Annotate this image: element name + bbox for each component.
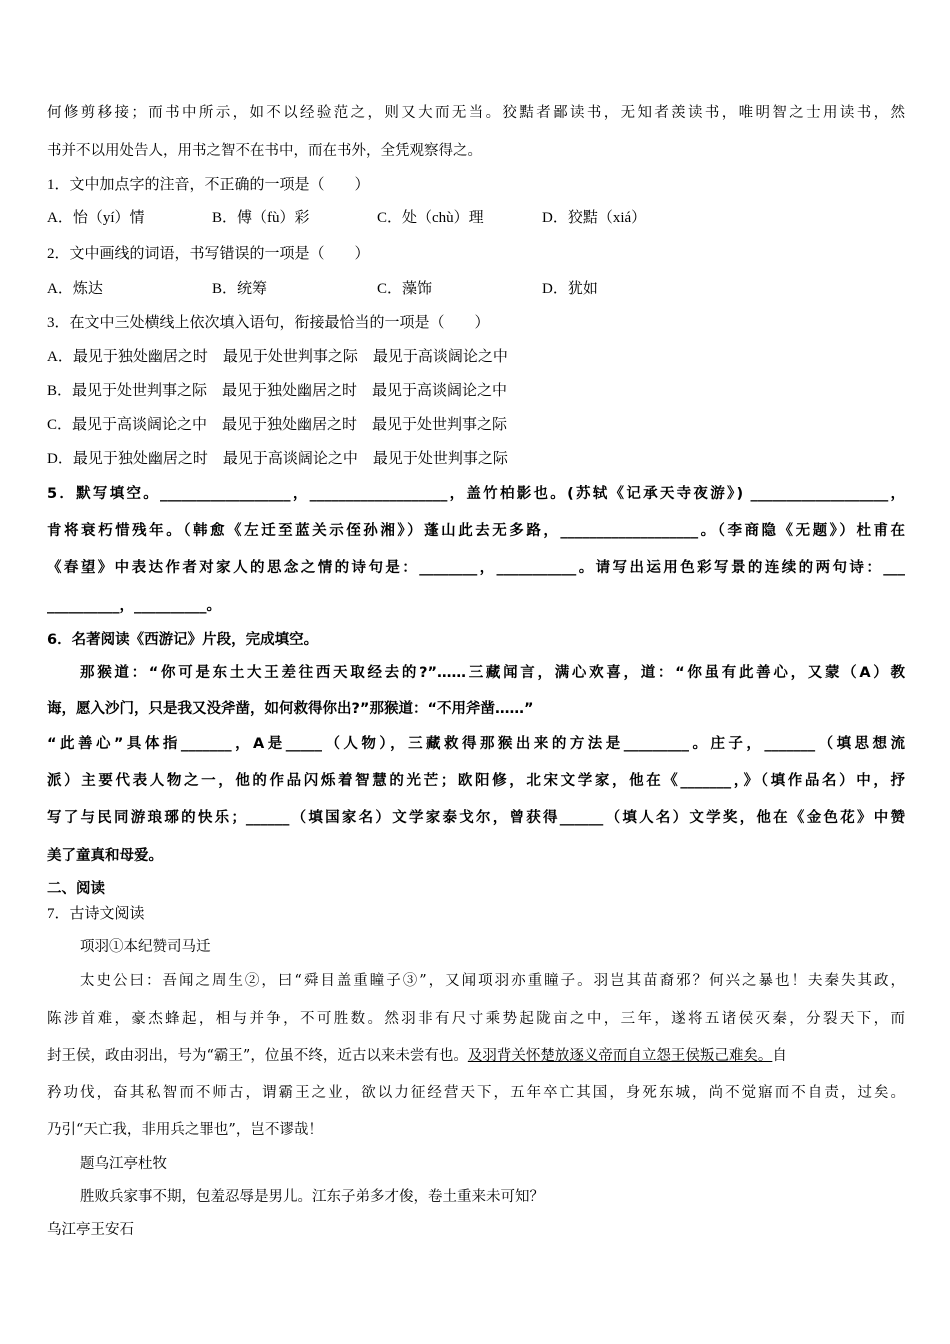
q7-heading-3: 乌江亭王安石 bbox=[47, 1222, 134, 1238]
q7-para-line-3 bbox=[47, 1044, 787, 1065]
q5-line-4: __________，__________。 bbox=[47, 598, 221, 614]
q1-stem: 1．文中加点字的注音，不正确的一项是（ ） bbox=[47, 177, 370, 193]
q5-line-1: 5．默写填空。__________________，___________________，盖竹柏影也。(苏轼《记承天寺夜游》) ___________________， bbox=[47, 486, 905, 502]
q6-body-line-1: “此善心”具体指_______，A是_____（人物），三藏救得那猴出来的方法是_________。庄子，_______（填思想流 bbox=[47, 736, 905, 752]
q7-title: 7．古诗文阅读 bbox=[47, 906, 145, 922]
q6-title: 6．名著阅读《西游记》片段，完成填空。 bbox=[47, 632, 319, 648]
q1-option-a: A．怡（yí）情 bbox=[47, 210, 145, 226]
q7-para-line-3-tail: 自 bbox=[772, 1048, 787, 1064]
q6-body-line-4: 美了童真和母爱。 bbox=[47, 848, 163, 864]
q3-option-d: D．最见于独处幽居之时 最见于高谈阔论之中 最见于处世判事之际 bbox=[47, 451, 508, 467]
q7-para-line-5: 乃引“天亡我，非用兵之罪也”，岂不谬哉！ bbox=[47, 1122, 323, 1138]
q5-line-3: 《春望》中表达作者对家人的思念之情的诗句是：________，___________。请写出运用色彩写景的连续的两句诗：___ bbox=[47, 560, 905, 576]
q7-para-line-1: 太史公曰：吾闻之周生②，曰“舜目盖重瞳子③”，又闻项羽亦重瞳子。羽岂其苗裔邪？何兴之暴也！夫秦失其政， bbox=[80, 973, 905, 989]
q1-option-d: D．狡黠（xiá） bbox=[542, 210, 647, 226]
q2-option-b: B．统筹 bbox=[212, 281, 268, 297]
q1-option-b: B．傅（fù）彩 bbox=[212, 210, 310, 226]
q1-option-c: C．处（chù）理 bbox=[377, 210, 484, 226]
q2-option-a: A．炼达 bbox=[47, 281, 103, 297]
q6-body-line-2: 派）主要代表人物之一，他的作品闪烁着智慧的光芒；欧阳修，北宋文学家，他在《_______，》（填作品名）中，抒 bbox=[47, 773, 905, 789]
q2-option-c: C．藻饰 bbox=[377, 281, 433, 297]
section-title-reading: 二、阅读 bbox=[47, 881, 105, 897]
q3-option-a: A．最见于独处幽居之时 最见于处世判事之际 最见于高谈阔论之中 bbox=[47, 349, 508, 365]
q6-body-line-3: 写了与民同游琅琊的快乐；______（填国家名）文学家泰戈尔，曾获得______（填人名）文学奖，他在《金色花》中赞 bbox=[47, 810, 905, 826]
q3-option-b: B．最见于处世判事之际 最见于独处幽居之时 最见于高谈阔论之中 bbox=[47, 383, 508, 399]
q5-line-2: 肯将衰朽惜残年。（韩愈《左迁至蓝关示侄孙湘》）蓬山此去无多路，___________________。（李商隐《无题》）杜甫在 bbox=[47, 523, 905, 539]
q7-underlined-sentence: 及羽背关怀楚放逐义帝而自立怨王侯叛己难矣。 bbox=[467, 1048, 773, 1064]
q2-option-d: D．犹如 bbox=[542, 281, 598, 297]
q3-stem: 3．在文中三处横线上依次填入语句，衔接最恰当的一项是（ ） bbox=[47, 315, 490, 331]
q7-para-line-3-text: 封王侯，政由羽出，号为“霸王”，位虽不终，近古以来未尝有也。 bbox=[47, 1048, 468, 1064]
q7-poem: 胜败兵家事不期，包羞忍辱是男儿。江东子弟多才俊，卷土重来未可知？ bbox=[80, 1189, 544, 1205]
q7-heading-1: 项羽①本纪赞司马迁 bbox=[80, 939, 211, 955]
q3-option-c: C．最见于高谈阔论之中 最见于独处幽居之时 最见于处世判事之际 bbox=[47, 417, 508, 433]
q6-excerpt-line-2: 诲，愿入沙门，只是我又没斧凿，如何救得你出?”那猴道：“不用斧凿……” bbox=[47, 701, 534, 717]
q7-para-line-4: 矜功伐，奋其私智而不师古，谓霸王之业，欲以力征经营天下，五年卒亡其国，身死东城，尚不觉寤而不自责，过矣。 bbox=[47, 1085, 905, 1101]
q6-excerpt-line-1: 那猴道：“你可是东土大王差往西天取经去的?”……三藏闻言，满心欢喜，道：“你虽有此善心，又蒙（A）教 bbox=[80, 665, 905, 681]
passage-line-1: 何修剪移接；而书中所示，如不以经验范之，则又大而无当。狡黠者鄙读书，无知者羡读书，唯明智之士用读书，然 bbox=[47, 105, 905, 121]
q2-stem: 2．文中画线的词语，书写错误的一项是（ ） bbox=[47, 246, 370, 262]
q7-para-line-2: 陈涉首难，豪杰蜂起，相与并争，不可胜数。然羽非有尺寸乘势起陇亩之中，三年，遂将五诸侯灭秦，分裂天下，而 bbox=[47, 1011, 905, 1027]
passage-line-2: 书并不以用处告人，用书之智不在书中，而在书外，全凭观察得之。 bbox=[47, 143, 482, 159]
q7-heading-2: 题乌江亭杜牧 bbox=[80, 1156, 167, 1172]
